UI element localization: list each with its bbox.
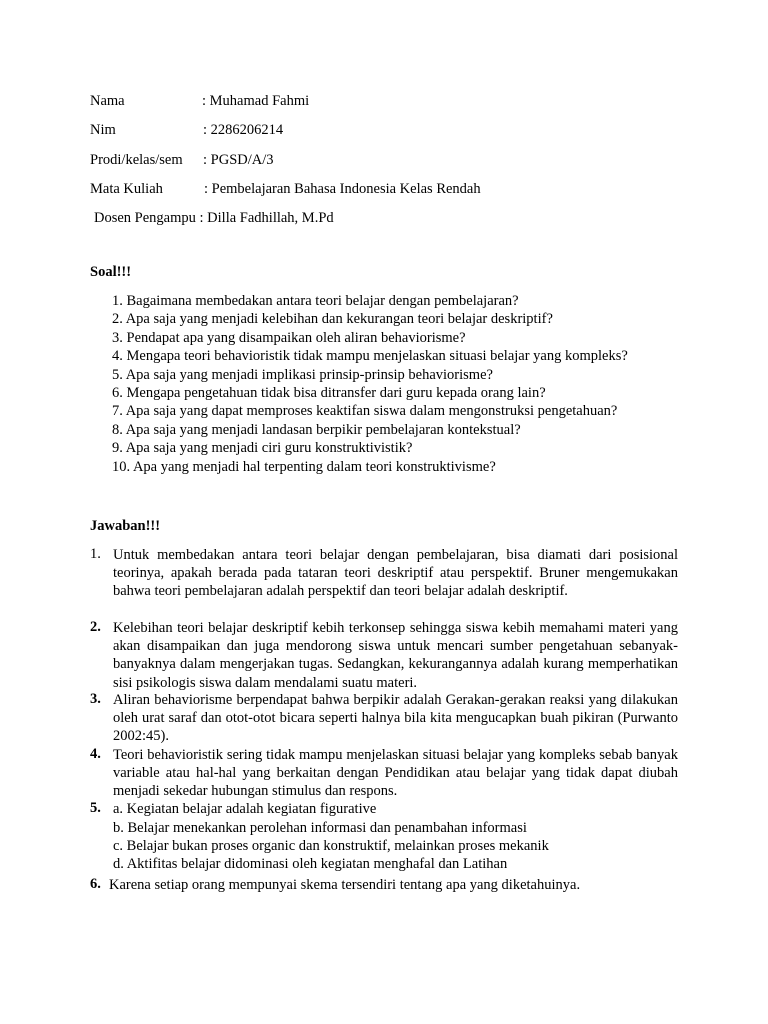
question-item: 6. Mengapa pengetahuan tidak bisa ditransfer dari guru kepada orang lain?: [112, 385, 546, 402]
answer-number: 5.: [90, 800, 101, 816]
matkul-value: : Pembelajaran Bahasa Indonesia Kelas Rendah: [204, 181, 481, 197]
question-item: 2. Apa saja yang menjadi kelebihan dan kekurangan teori belajar deskriptif?: [112, 311, 553, 328]
answer-2: [90, 619, 678, 692]
question-item: 10. Apa yang menjadi hal terpenting dalam teori konstruktivisme?: [112, 458, 496, 475]
question-item: 1. Bagaimana membedakan antara teori belajar dengan pembelajaran?: [112, 293, 519, 309]
answer-5-item: d. Aktifitas belajar didominasi oleh kegiatan menghafal dan Latihan: [113, 856, 508, 872]
answer-5-item: c. Belajar bukan proses organic dan konstruktif, melainkan proses mekanik: [113, 838, 549, 854]
question-item: 7. Apa saja yang dapat memproses keaktifan siswa dalam mengonstruksi pengetahuan?: [112, 403, 618, 420]
answer-text: Karena setiap orang mempunyai skema tersendiri tentang apa yang diketahuinya.: [109, 877, 581, 893]
matkul-label: Mata Kuliah: [90, 181, 163, 197]
nama-label: Nama: [90, 93, 125, 109]
question-item: 4. Mengapa teori behavioristik tidak mampu menjelaskan situasi belajar yang kompleks?: [112, 348, 628, 365]
answer-number: 4.: [90, 746, 101, 762]
answer-text: Kelebihan teori belajar deskriptif kebih terkonsep sehingga siswa kebih memahami materi yang akan disampaikan dan juga mendorong siswa untuk mencari sumber pengetahuan sebanyak-banyaknya dalam mengerjakan tugas. Sedangkan, kekurangannya adalah kurang memperhatikan sisi psikologis siswa dalam mendalami suatu materi.: [113, 620, 678, 691]
answer-5-item: b. Belajar menekankan perolehan informasi dan penambahan informasi: [113, 820, 527, 836]
answer-text: Teori behavioristik sering tidak mampu menjelaskan situasi belajar yang kompleks sebab banyak variable atau hal-hal yang berkaitan dengan Pendidikan atau belajar yang tidak dapat diubah menjadi sekedar hubungan stimulus dan respons.: [113, 747, 678, 800]
answer-text: Aliran behaviorisme berpendapat bahwa berpikir adalah Gerakan-gerakan reaksi yang dilakukan oleh urat saraf dan otot-otot bicara seperti halnya bila kita mengucapkan buah pikiran (Purwanto 2002:45).: [113, 692, 678, 745]
question-item: 8. Apa saja yang menjadi landasan berpikir pembelajaran kontekstual?: [112, 421, 521, 438]
answer-6: [90, 876, 678, 894]
answer-number: 2.: [90, 619, 101, 635]
answer-1: [90, 546, 678, 601]
question-item: 9. Apa saja yang menjadi ciri guru konstruktivistik?: [112, 440, 413, 457]
answer-number: 3.: [90, 691, 101, 707]
nim-value: : 2286206214: [203, 122, 284, 138]
question-item: 3. Pendapat apa yang disampaikan oleh aliran behaviorisme?: [112, 329, 466, 346]
jawaban-title: Jawaban!!!: [90, 518, 161, 534]
answer-number: 1.: [90, 546, 101, 562]
answer-5-item: a. Kegiatan belajar adalah kegiatan figurative: [113, 801, 377, 817]
answer-3: [90, 691, 678, 746]
answer-4: [90, 746, 678, 801]
answer-text: Untuk membedakan antara teori belajar dengan pembelajaran, bisa diamati dari posisional teorinya, apakah berada pada tataran teori deskriptif atau perspektif. Bruner mengemukakan bahwa teori pembelajaran adalah perspektif dan teori belajar adalah deskriptif.: [113, 547, 678, 600]
prodi-value: : PGSD/A/3: [203, 152, 274, 168]
nim-label: Nim: [90, 122, 116, 138]
question-list: [112, 292, 628, 476]
prodi-label: Prodi/kelas/sem: [90, 152, 183, 168]
soal-title: Soal!!!: [90, 264, 132, 280]
nama-value: : Muhamad Fahmi: [202, 93, 310, 109]
answer-number: 6.: [90, 876, 101, 892]
dosen-line: Dosen Pengampu : Dilla Fadhillah, M.Pd: [94, 210, 334, 226]
question-item: 5. Apa saja yang menjadi implikasi prinsip-prinsip behaviorisme?: [112, 366, 493, 383]
